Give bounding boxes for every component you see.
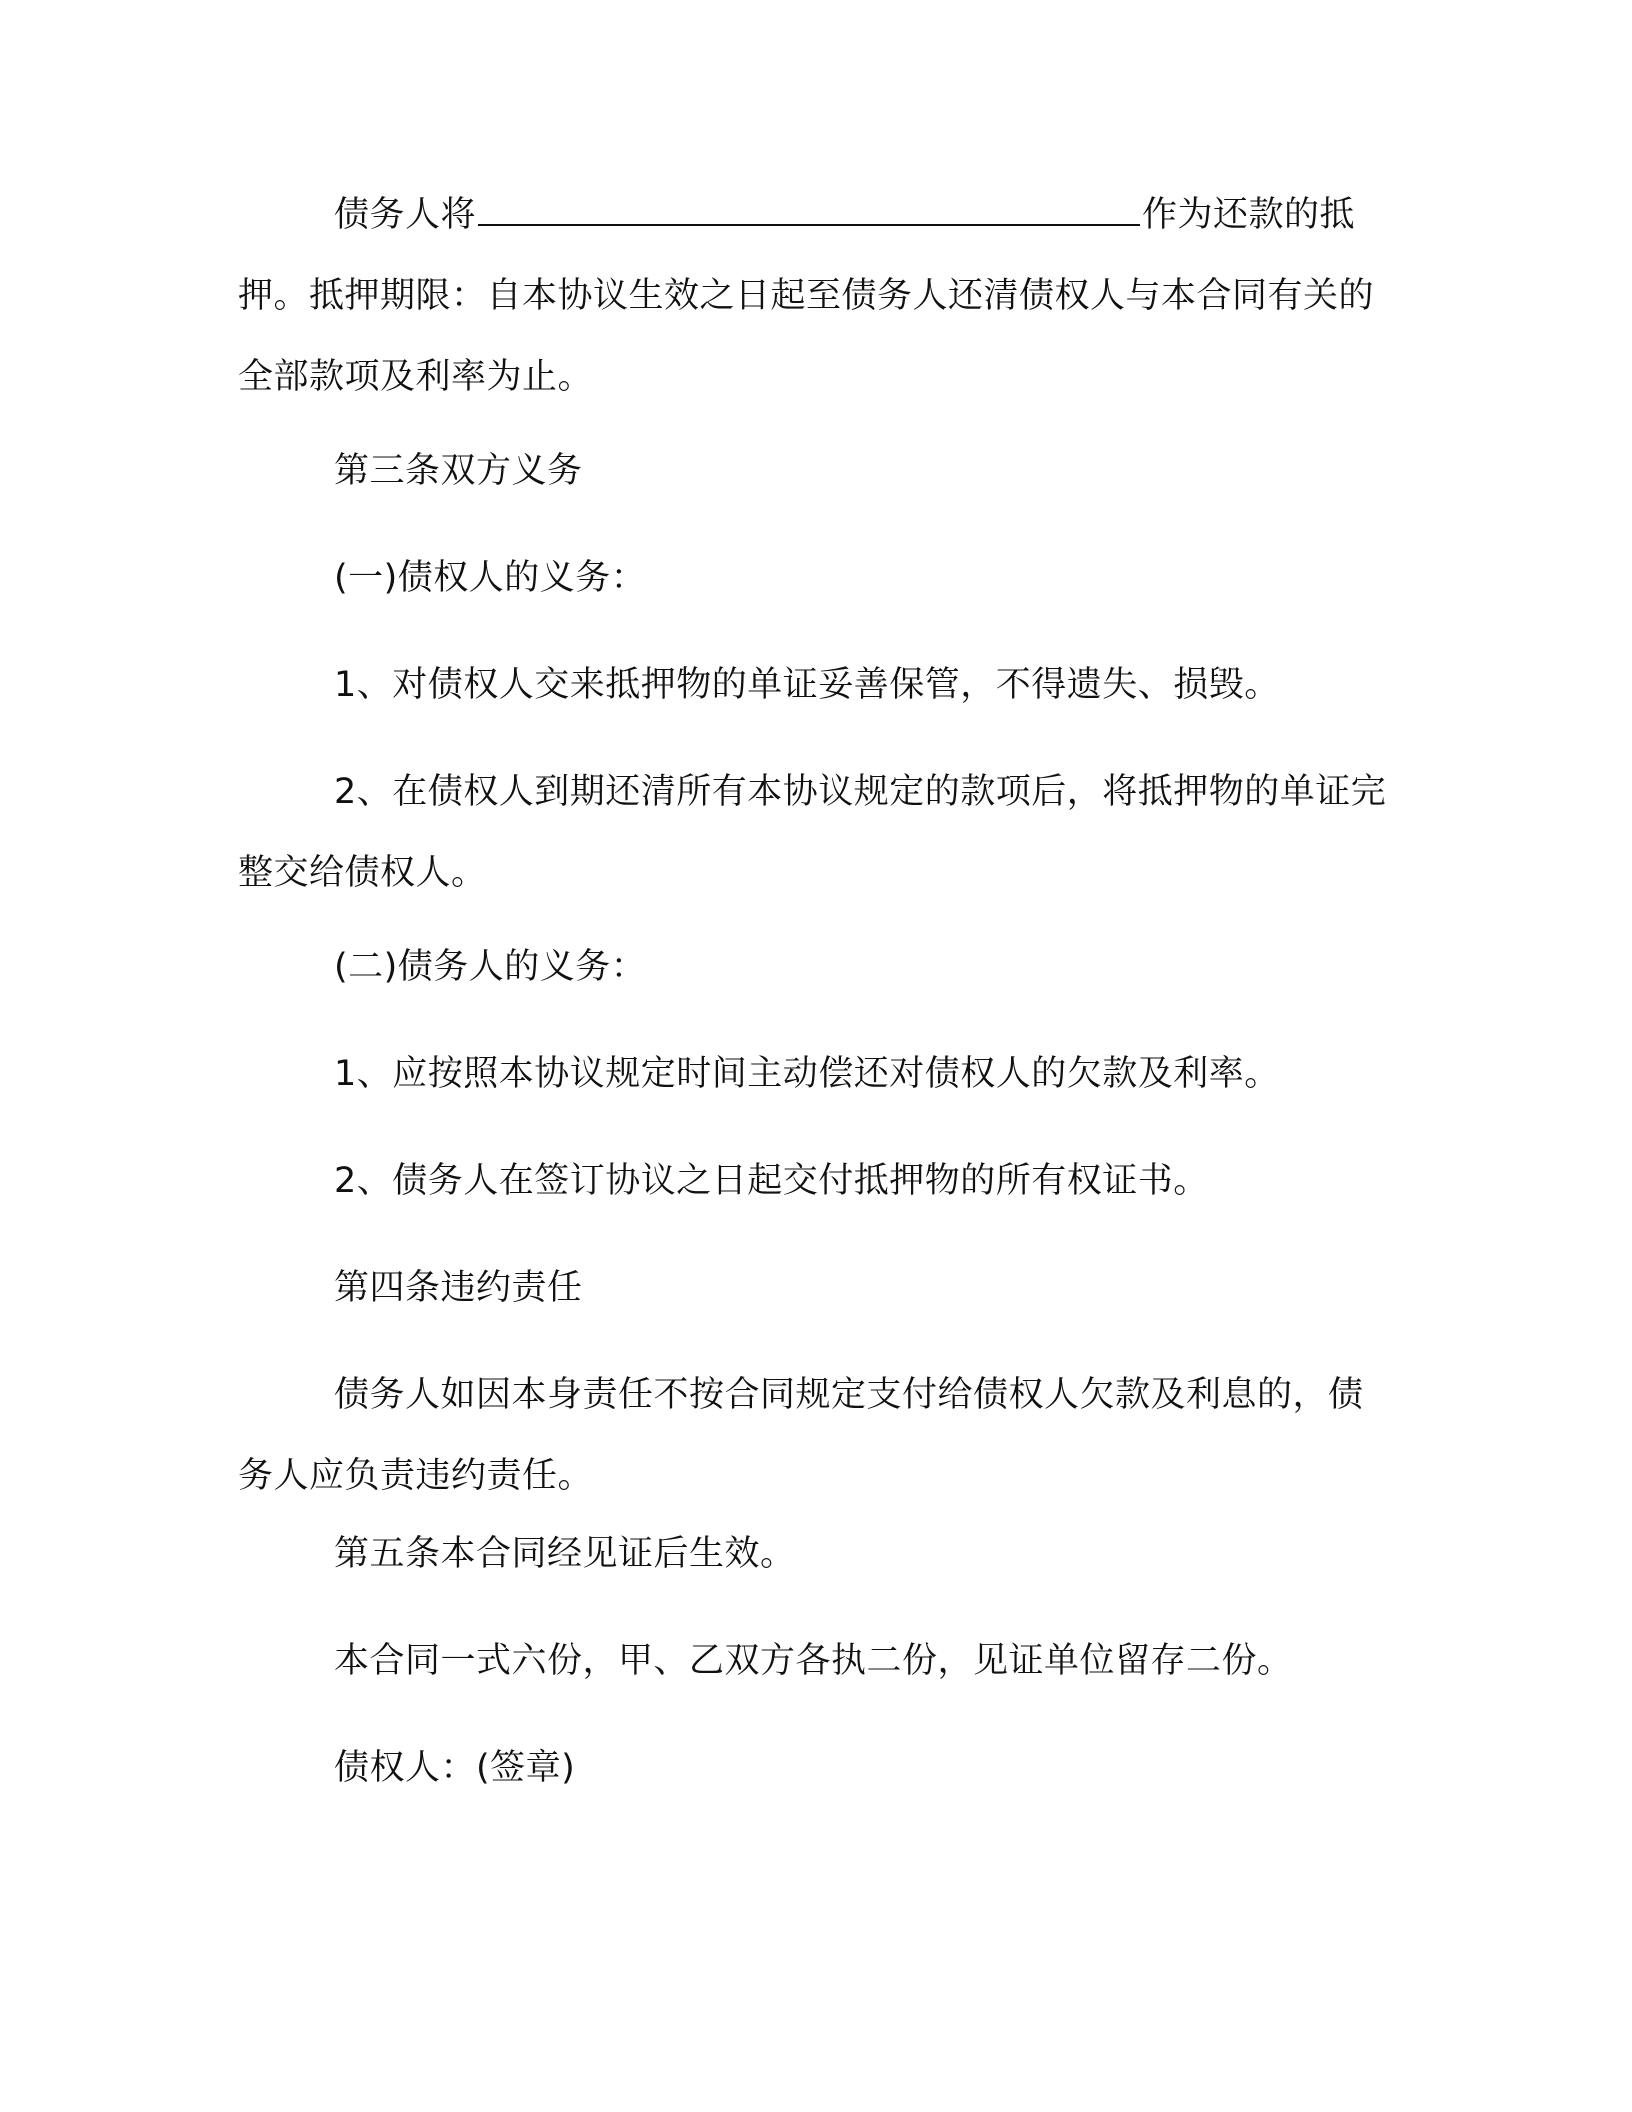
article-3-title: 第三条双方义务 [334,451,583,491]
collateral-paragraph [238,175,1388,418]
creditor-duties-heading: (一)债权人的义务： [334,558,647,598]
creditor-signature-line: 债权人：(签章) [334,1748,576,1788]
article-4-body: 债务人如因本身责任不按合同规定支付给债权人欠款及利息的，债务人应负责违约责任。 [238,1375,1364,1496]
article-4-title: 第四条违约责任 [334,1268,583,1308]
collateral-text-before: 债务人将 [334,195,477,235]
collateral-blank-line [478,188,1140,226]
debtor-duty-1: 1、应按照本协议规定时间主动偿还对债权人的欠款及利率。 [334,1054,1280,1094]
article-5-title: 第五条本合同经见证后生效。 [334,1534,796,1574]
debtor-duties-heading: (二)债务人的义务： [334,947,647,987]
copies-note: 本合同一式六份，甲、乙双方各执二份，见证单位留存二份。 [334,1641,1293,1681]
collateral-text-after: 作为还款的抵押。抵押期限：自本协议生效之日起至债务人还清债权人与本合同有关的全部款项及利率为止。 [238,195,1375,397]
debtor-duty-2: 2、债务人在签订协议之日起交付抵押物的所有权证书。 [334,1161,1209,1201]
creditor-duty-2: 2、在债权人到期还清所有本协议规定的款项后，将抵押物的单证完整交给债权人。 [238,772,1387,893]
creditor-duty-1: 1、对债权人交来抵押物的单证妥善保管，不得遗失、损毁。 [334,665,1280,705]
